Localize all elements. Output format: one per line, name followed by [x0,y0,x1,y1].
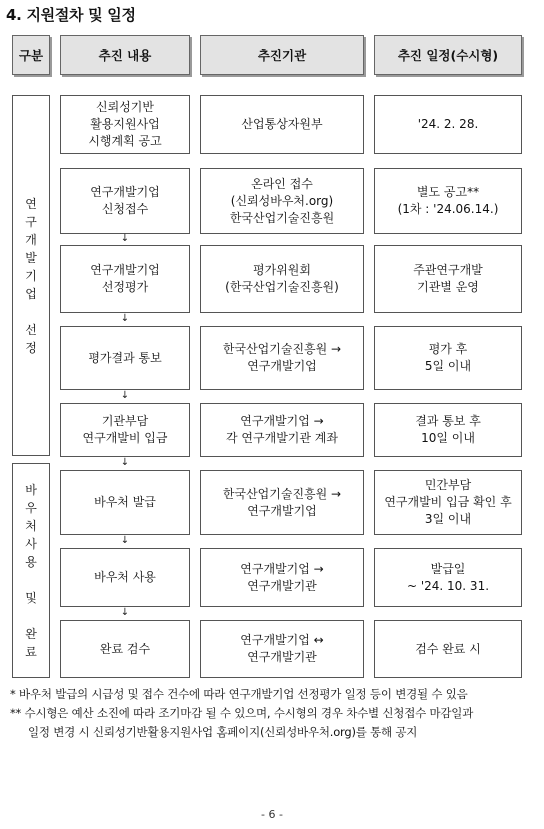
row-agency: 한국산업기술진흥원 → 연구개발기업 [200,326,364,390]
flow-arrow: ↓ [120,535,130,546]
row-agency: 연구개발기업 ↔ 연구개발기관 [200,620,364,678]
row-agency: 평가위원회 (한국산업기술진흥원) [200,245,364,313]
row-schedule: 평가 후 5일 이내 [374,326,522,390]
row-schedule: 결과 통보 후 10일 이내 [374,403,522,457]
flow-arrow: ↓ [120,313,130,324]
row-content: 평가결과 통보 [60,326,190,390]
row-content: 기관부담 연구개발비 입금 [60,403,190,457]
row-schedule: 민간부담 연구개발비 입금 확인 후 3일 이내 [374,470,522,535]
row-content: 연구개발기업 선정평가 [60,245,190,313]
header-schedule: 추진 일정(수시형) [374,35,522,75]
group-label-voucher: 바 우 처 사 용 및 완 료 [12,463,50,678]
row-content: 바우처 사용 [60,548,190,607]
row-content: 완료 검수 [60,620,190,678]
flow-arrow: ↓ [120,457,130,468]
flow-arrow: ↓ [120,607,130,618]
footnote-2-continued: 일정 변경 시 신뢰성기반활용지원사업 홈페이지(신뢰성바우처.org)를 통해 공지 [28,725,418,739]
footnote-2: ** 수시형은 예산 소진에 따라 조기마감 될 수 있으며, 수시형의 경우 차수별 신청접수 마감일과 [10,706,474,720]
header-agency: 추진기관 [200,35,364,75]
row-content: 연구개발기업 신청접수 [60,168,190,234]
row-agency: 온라인 접수 (신뢰성바우처.org) 한국산업기술진흥원 [200,168,364,234]
footnote-1: * 바우처 발급의 시급성 및 접수 건수에 따라 연구개발기업 선정평가 일정 등이 변경될 수 있음 [10,687,468,701]
flow-arrow: ↓ [120,390,130,401]
row-schedule: 발급일 ~ '24. 10. 31. [374,548,522,607]
row-content: 신뢰성기반 활용지원사업 시행계획 공고 [60,95,190,154]
row-agency: 한국산업기술진흥원 → 연구개발기업 [200,470,364,535]
row-schedule: '24. 2. 28. [374,95,522,154]
header-category: 구분 [12,35,50,75]
page-number: - 6 - [261,808,283,821]
row-schedule: 검수 완료 시 [374,620,522,678]
header-content: 추진 내용 [60,35,190,75]
section-title: 4. 지원절차 및 일정 [6,6,136,24]
flow-arrow: ↓ [120,233,130,244]
row-agency: 산업통상자원부 [200,95,364,154]
row-schedule: 별도 공고** (1차 : '24.06.14.) [374,168,522,234]
row-agency: 연구개발기업 → 연구개발기관 [200,548,364,607]
row-schedule: 주관연구개발 기관별 운영 [374,245,522,313]
row-content: 바우처 발급 [60,470,190,535]
row-agency: 연구개발기업 → 각 연구개발기관 계좌 [200,403,364,457]
group-label-selection: 연 구 개 발 기 업 선 정 [12,95,50,456]
